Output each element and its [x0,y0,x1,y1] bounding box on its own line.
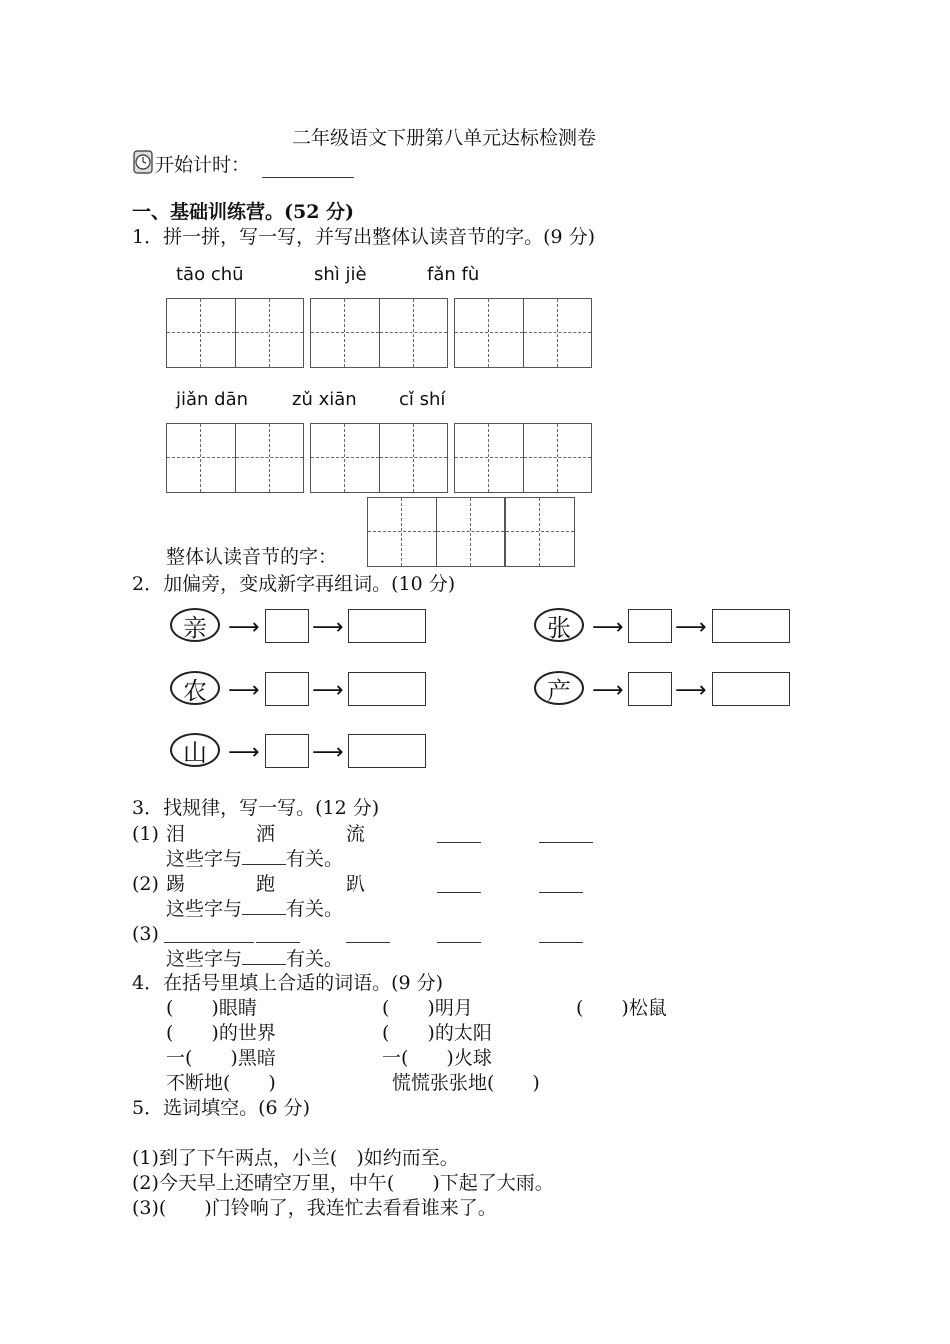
item-number: (3) [132,923,159,945]
answer-box[interactable] [712,609,790,643]
section-heading: 一、基础训练营。(52 分) [132,201,355,223]
fill-item[interactable]: 慌慌张张地( ) [392,1072,540,1094]
arrow-icon: ⟶ [675,678,707,703]
answer-blank[interactable] [242,964,286,965]
pinyin: cǐ shí [399,389,446,410]
pinyin: jiǎn dān [176,389,249,410]
answer-box[interactable] [628,609,672,643]
answer-blank[interactable] [242,864,286,865]
relate-text: 有关。 [286,948,344,970]
item-number: (1) [132,823,159,845]
answer-blank[interactable] [256,942,300,943]
question-2: 2．加偏旁，变成新字再组词。(10 分) [132,573,456,595]
page-title: 二年级语文下册第八单元达标检测卷 [292,127,597,149]
pinyin: tāo chū [176,264,244,285]
writing-grid[interactable] [505,497,575,567]
fill-sentence[interactable]: (2)今天早上还晴空万里，中午( )下起了大雨。 [132,1172,554,1194]
relate-text: 这些字与 [166,898,243,920]
fill-item[interactable]: 不断地( ) [166,1072,276,1094]
pattern-char: 流 [346,823,366,845]
writing-grid[interactable] [166,298,304,368]
pattern-char: 跑 [256,873,276,895]
arrow-icon: ⟶ [228,615,260,640]
whole-syllable-label: 整体认读音节的字： [166,546,338,568]
question-5: 5．选词填空。(6 分) [132,1097,311,1119]
writing-grid[interactable] [166,423,304,493]
fill-sentence[interactable]: (3)( )门铃响了，我连忙去看看谁来了。 [132,1197,497,1219]
relate-text: 这些字与 [166,848,243,870]
answer-blank[interactable] [539,842,593,843]
arrow-icon: ⟶ [228,678,260,703]
answer-box[interactable] [628,672,672,706]
arrow-icon: ⟶ [592,615,624,640]
writing-grid[interactable] [310,298,448,368]
answer-blank[interactable] [164,942,254,943]
pattern-char: 泪 [166,823,186,845]
arrow-icon: ⟶ [228,740,260,765]
pattern-char: 踢 [166,873,186,895]
fill-item[interactable]: 一( )火球 [382,1047,492,1069]
answer-blank[interactable] [539,942,583,943]
radical-circle: 产 [534,671,584,705]
answer-blank[interactable] [242,914,286,915]
pinyin: shì jiè [314,264,367,285]
arrow-icon: ⟶ [675,615,707,640]
fill-item[interactable]: ( )的世界 [166,1022,276,1044]
item-number: (2) [132,873,159,895]
question-4: 4．在括号里填上合适的词语。(9 分) [132,972,444,994]
arrow-icon: ⟶ [312,615,344,640]
answer-blank[interactable] [539,892,583,893]
arrow-icon: ⟶ [312,678,344,703]
timer-label: 开始计时： [155,154,251,176]
fill-sentence[interactable]: (1)到了下午两点，小兰( )如约而至。 [132,1147,459,1169]
answer-blank[interactable] [437,942,481,943]
writing-grid[interactable] [454,423,592,493]
pinyin: fǎn fù [427,264,480,285]
answer-blank[interactable] [437,892,481,893]
fill-item[interactable]: 一( )黑暗 [166,1047,276,1069]
relate-text: 有关。 [286,848,344,870]
answer-box[interactable] [348,734,426,768]
answer-box[interactable] [265,609,309,643]
pinyin: zǔ xiān [292,389,357,410]
answer-box[interactable] [348,672,426,706]
answer-blank[interactable] [346,942,390,943]
arrow-icon: ⟶ [592,678,624,703]
writing-grid[interactable] [310,423,448,493]
radical-circle: 山 [170,733,220,767]
pattern-char: 趴 [346,873,366,895]
writing-grid[interactable] [454,298,592,368]
clock-icon [132,150,154,174]
fill-item[interactable]: ( )眼睛 [166,997,257,1019]
answer-box[interactable] [348,609,426,643]
relate-text: 这些字与 [166,948,243,970]
question-1: 1．拼一拼，写一写，并写出整体认读音节的字。(9 分) [132,226,596,248]
fill-item[interactable]: ( )松鼠 [576,997,667,1019]
answer-box[interactable] [265,672,309,706]
radical-circle: 张 [534,608,584,642]
fill-item[interactable]: ( )的太阳 [382,1022,492,1044]
relate-text: 有关。 [286,898,344,920]
question-3: 3．找规律，写一写。(12 分) [132,797,380,819]
radical-circle: 亲 [170,608,220,642]
answer-blank[interactable] [437,842,481,843]
fill-item[interactable]: ( )明月 [382,997,473,1019]
writing-grid[interactable] [367,497,505,567]
arrow-icon: ⟶ [312,740,344,765]
pattern-char: 洒 [256,823,276,845]
answer-box[interactable] [712,672,790,706]
timer-blank[interactable] [262,177,354,178]
radical-circle: 农 [170,671,220,705]
answer-box[interactable] [265,734,309,768]
